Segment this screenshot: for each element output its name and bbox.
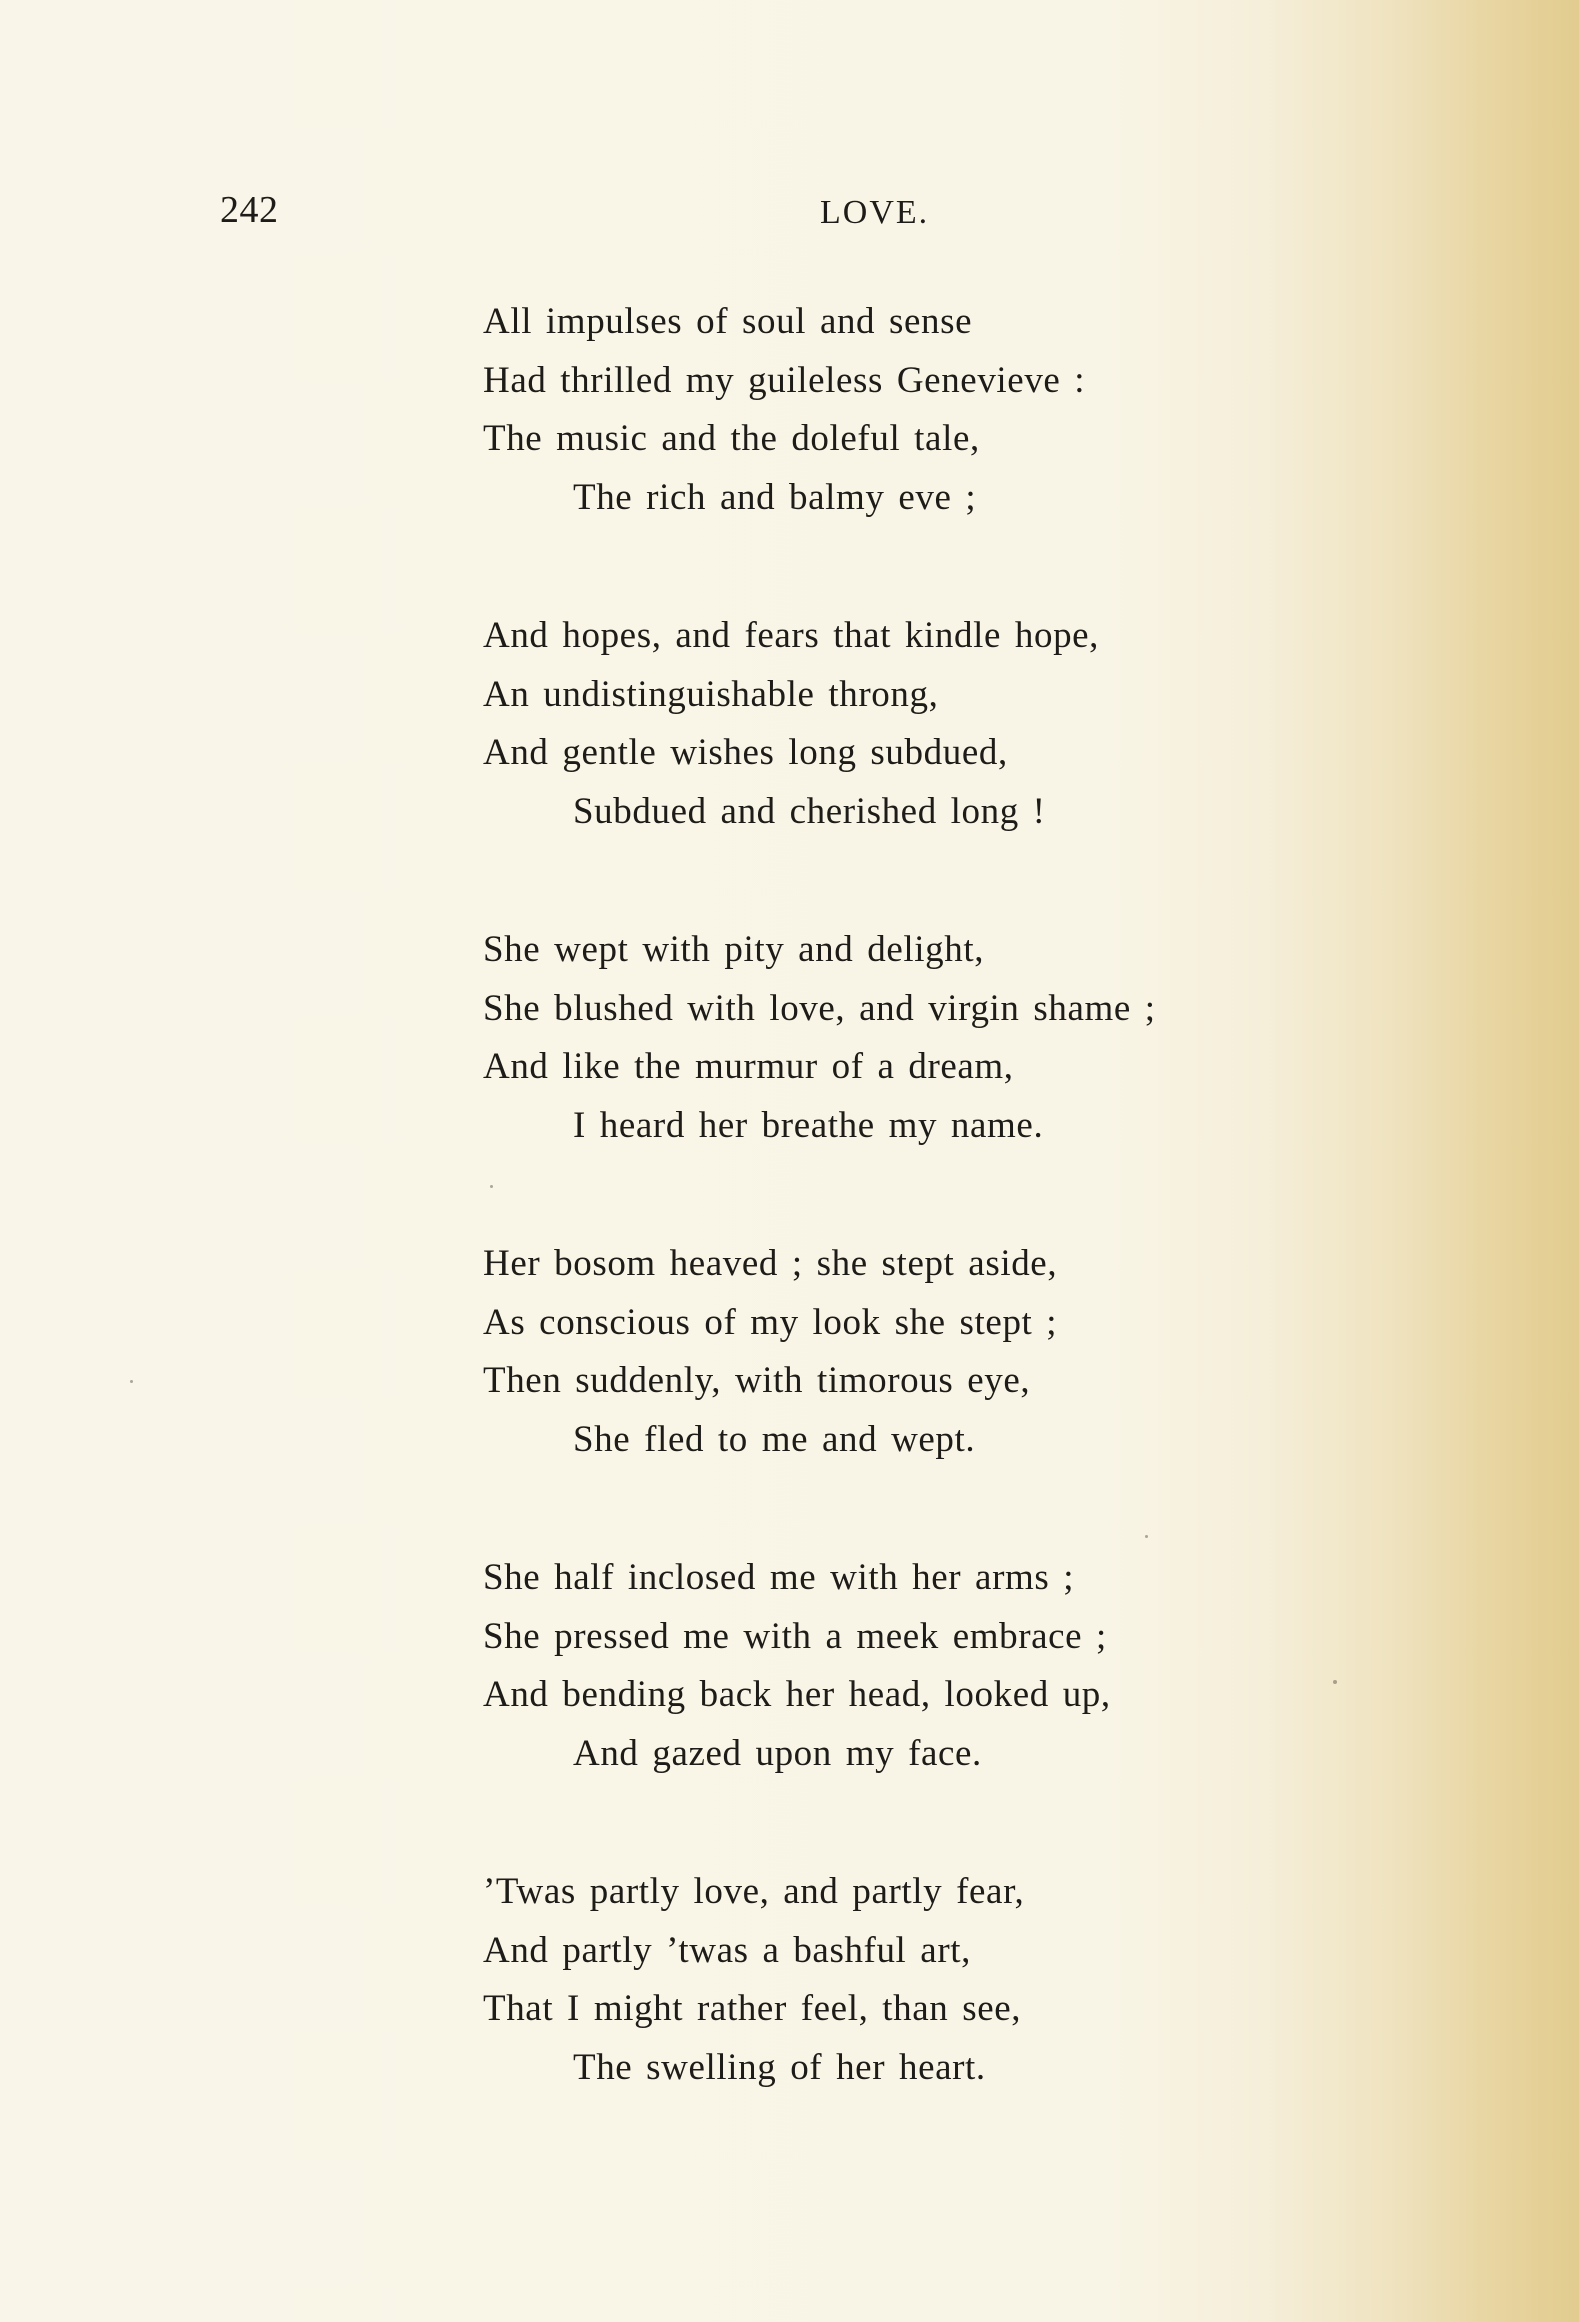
stanza-1 xyxy=(483,293,1383,527)
poem-line-indented: I heard her breathe my name. xyxy=(573,1104,1044,1146)
poem-line: She blushed with love, and virgin shame ; xyxy=(483,987,1156,1029)
running-title: LOVE. xyxy=(820,194,930,231)
poem-line-indented: Subdued and cherished long ! xyxy=(573,790,1046,832)
poem-line-indented: And gazed upon my face. xyxy=(573,1732,982,1774)
poem-line-indented: The swelling of her heart. xyxy=(573,2046,986,2088)
poem-body xyxy=(483,293,1383,2177)
poem-line: She wept with pity and delight, xyxy=(483,929,985,970)
paper-speck xyxy=(130,1380,133,1383)
poem-line: ’Twas partly love, and partly fear, xyxy=(483,1871,1025,1912)
poem-line: And like the murmur of a dream, xyxy=(483,1046,1014,1087)
poem-line: An undistinguishable throng, xyxy=(483,673,939,715)
paper-speck xyxy=(490,1185,493,1188)
paper-speck xyxy=(1145,1535,1148,1538)
poem-line: That I might rather feel, than see, xyxy=(483,1988,1022,2029)
poem-line: The music and the doleful tale, xyxy=(483,418,980,459)
poem-line: She pressed me with a meek embrace ; xyxy=(483,1615,1107,1657)
poem-line-indented: She fled to me and wept. xyxy=(573,1418,976,1460)
poem-line: All impulses of soul and sense xyxy=(483,301,973,342)
poem-line: Her bosom heaved ; she stept aside, xyxy=(483,1243,1058,1284)
stanza-6 xyxy=(483,1863,1383,2097)
poem-line: And partly ’twas a bashful art, xyxy=(483,1929,971,1971)
poem-line-indented: The rich and balmy eve ; xyxy=(573,476,977,518)
page-number: 242 xyxy=(220,189,279,231)
stanza-2 xyxy=(483,607,1383,841)
stanza-4 xyxy=(483,1235,1383,1469)
poem-line: And hopes, and fears that kindle hope, xyxy=(483,615,1100,656)
poem-line: As conscious of my look she stept ; xyxy=(483,1301,1058,1343)
stanza-3 xyxy=(483,921,1383,1155)
poem-line: Had thrilled my guileless Genevieve : xyxy=(483,359,1086,401)
poem-line: And bending back her head, looked up, xyxy=(483,1674,1111,1715)
poem-line: Then suddenly, with timorous eye, xyxy=(483,1360,1031,1401)
poem-line: She half inclosed me with her arms ; xyxy=(483,1557,1075,1598)
paper-speck xyxy=(1333,1680,1337,1684)
poem-line: And gentle wishes long subdued, xyxy=(483,732,1008,773)
stanza-5 xyxy=(483,1549,1383,1783)
